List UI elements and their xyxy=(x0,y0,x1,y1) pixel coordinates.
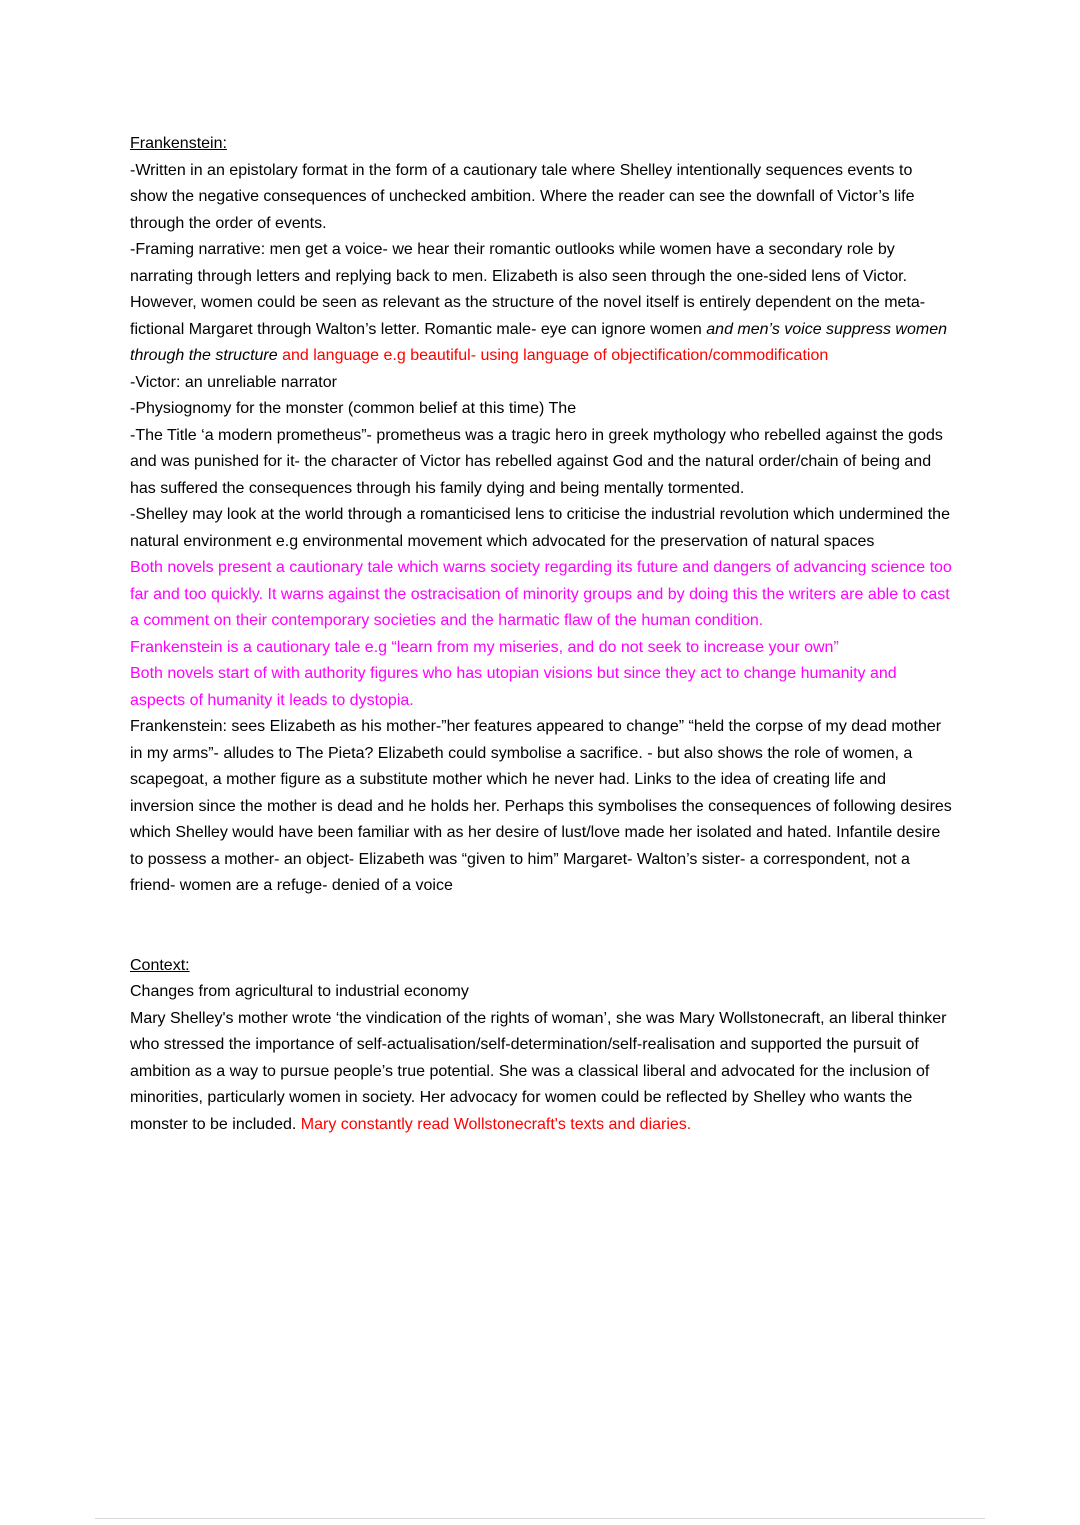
text-segment: Frankenstein: sees Elizabeth as his mother-”her features appeared to change” “held the corpse of my dead mother in my arms”- alludes to The Pieta? Elizabeth could symbolise a sacrifice. - but also shows the role of women, a scapegoat, a mother figure as a substitute mother which he never had. Links to the idea of creating life and inversion since the mother is dead and he holds her. Perhaps this symbolises the consequences of following desires which Shelley would have been familiar with as her desire of lust/love made her isolated and hated. Infantile desire to possess a mother- an object- Elizabeth was “given to him” Margaret- Walton’s sister- a correspondent, not a friend- women are a refuge- denied of a voice xyxy=(130,718,957,894)
text-segment: Mary Shelley's mother wrote ‘the vindication of the rights of woman’, she was Mary Wollstonecraft, an liberal thinker who stressed the importance of self-actualisation/self-determination/self-realisation and supported the pursuit of ambition as a way to pursue people’s true potential. She was a classical liberal and advocated for the inclusion of minorities, particularly women in society. Her advocacy for women could be reflected by Shelley who wants the monster to be included. xyxy=(130,1009,951,1133)
paragraph xyxy=(130,635,952,662)
text-segment: and language e.g beautiful- using language of objectification/commodification xyxy=(277,347,829,364)
page-break-line xyxy=(95,1518,985,1519)
paragraph xyxy=(130,661,952,714)
paragraph xyxy=(130,502,955,555)
paragraph xyxy=(130,1006,952,1139)
text-segment: -Physiognomy for the monster (common belief at this time) The xyxy=(130,400,577,417)
text-segment: -Shelley may look at the world through a romanticised lens to criticise the industrial revolution which undermined the natural environment e.g environmental movement which advocated for the preservation of natural spaces xyxy=(130,506,955,550)
paragraph xyxy=(130,423,952,503)
text-segment: -Framing narrative: men get a voice- we hear their romantic outlooks while women have a secondary role by narrating through letters and replying back to men. Elizabeth is also seen through the one-sided lens of Victor. However, women could be seen as relevant as the structure of the novel itself is entirely dependent on the meta-fictional Margaret through Walton’s letter. Romantic male- eye can ignore women xyxy=(130,241,926,338)
document-body[interactable] xyxy=(130,131,957,1138)
section-heading xyxy=(130,953,952,980)
text-segment: Changes from agricultural to industrial economy xyxy=(130,983,469,1000)
paragraph xyxy=(130,396,952,423)
paragraph xyxy=(130,158,952,238)
paragraph xyxy=(130,370,952,397)
paragraph xyxy=(130,555,957,635)
text-segment: Mary constantly read Wollstonecraft's texts and diaries. xyxy=(300,1115,692,1133)
section-heading xyxy=(130,131,952,158)
paragraph xyxy=(130,714,957,900)
text-segment: Frankenstein is a cautionary tale e.g “learn from my miseries, and do not seek to increase your own” xyxy=(130,638,839,656)
text-segment: -Written in an epistolary format in the form of a cautionary tale where Shelley intentionally sequences events to show the negative consequences of unchecked ambition. Where the reader can see the downfall of Victor’s life through the order of events. xyxy=(130,161,919,232)
text-segment: Both novels start of with authority figures who has utopian visions but since they act to change humanity and aspects of humanity it leads to dystopia. xyxy=(130,665,902,709)
blank-lines xyxy=(130,900,952,953)
text-segment: and men’s voice suppress women through the structure xyxy=(130,320,952,364)
paragraph xyxy=(130,237,952,370)
text-segment: Both novels present a cautionary tale which warns society regarding its future and dangers of advancing science too far and too quickly. It warns against the ostracisation of minority groups and by doing this the writers are able to cast a comment on their contemporary societies and the harmatic flaw of the human condition. xyxy=(130,559,957,629)
text-segment: Context: xyxy=(130,956,190,974)
text-segment: -Victor: an unreliable narrator xyxy=(130,373,337,391)
text-segment: Frankenstein: xyxy=(130,135,227,152)
text-segment: -The Title ‘a modern prometheus”- prometheus was a tragic hero in greek mythology who rebelled against the gods and was punished for it- the character of Victor has rebelled against God and the natural order/chain of being and has suffered the consequences through his family dying and being mentally tormented. xyxy=(130,426,948,497)
paragraph xyxy=(130,979,952,1006)
